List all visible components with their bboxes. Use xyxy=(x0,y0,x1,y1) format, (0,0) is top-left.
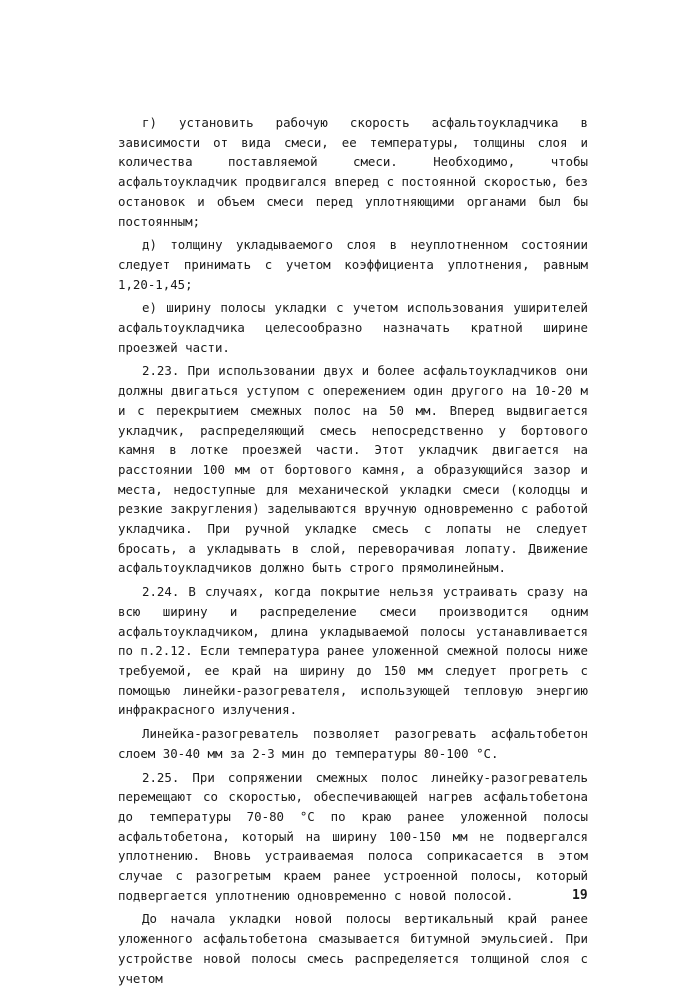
paragraph-2-24: 2.24. В случаях, когда покрытие нельзя устраивать сразу на всю ширину и распределение смеси производится одним асфальтоукладчиком, длина укладываемой полосы устанавливается по п.2.12. Если температура ранее уложенной смежной полосы ниже требуемой, ее край на ширину до 150 мм следует прогреть с помощью линейки-разогревателя, использующей тепловую энергию инфракрасного излучения. xyxy=(118,584,588,718)
paragraph-item-d: д) толщину укладываемого слоя в неуплотненном состоянии следует принимать с учетом коэффициента уплотнения, равным 1,20-1,45; xyxy=(118,237,588,292)
paragraph-item-e: е) ширину полосы укладки с учетом использования уширителей асфальтоукладчика целесообразно назначать кратной ширине проезжей части. xyxy=(118,300,588,355)
paragraph-new-strip: До начала укладки новой полосы вертикальный край ранее уложенного асфальтобетона смазывается битумной эмульсией. При устройстве новой полосы смесь распределяется толщиной слоя с учетом xyxy=(118,911,588,986)
paragraph-heater: Линейка-разогреватель позволяет разогревать асфальтобетон слоем 30-40 мм за 2-3 мин до температуры 80-100 °С. xyxy=(118,726,588,761)
body-text xyxy=(118,113,588,988)
paragraph-2-25: 2.25. При сопряжении смежных полос линейку-разогреватель перемещают со скоростью, обеспечивающей нагрев асфальтобетона до температуры 70-80 °С по краю ранее уложенной полосы асфальтобетона, который на ширину 100-150 мм не подвергался уплотнению. Вновь устраиваемая полоса соприкасается в этом случае с разогретым краем ранее устроенной полосы, который подвергается уплотнению одновременно с новой полосой. xyxy=(118,769,588,903)
paragraph-2-23: 2.23. При использовании двух и более асфальтоукладчиков они должны двигаться уступом с опережением один другого на 10-20 м и с перекрытием смежных полос на 50 мм. Вперед выдвигается укладчик, распределяющий смесь непосредственно у бортового камня в лотке проезжей части. Этот укладчик двигается на расстоянии 100 мм от бортового камня, а образующийся зазор и места, недоступные для механической укладки смеси (колодцы и резкие закругления) заделываются вручную одновременно с работой укладчика. При ручной укладке смесь с лопаты не следует бросать, а укладывать в слой, переворачивая лопату. Движение асфальтоукладчиков должно быть строго прямолинейным. xyxy=(118,363,588,576)
page-number: 19 xyxy=(572,888,588,903)
paragraph-item-g: г) установить рабочую скорость асфальтоукладчика в зависимости от вида смеси, ее температуры, толщины слоя и количества поставляемой смеси. Необходимо, чтобы асфальтоукладчик продвигался вперед с постоянной скоростью, без остановок и объем смеси перед уплотняющими органами был бы постоянным; xyxy=(118,115,588,229)
